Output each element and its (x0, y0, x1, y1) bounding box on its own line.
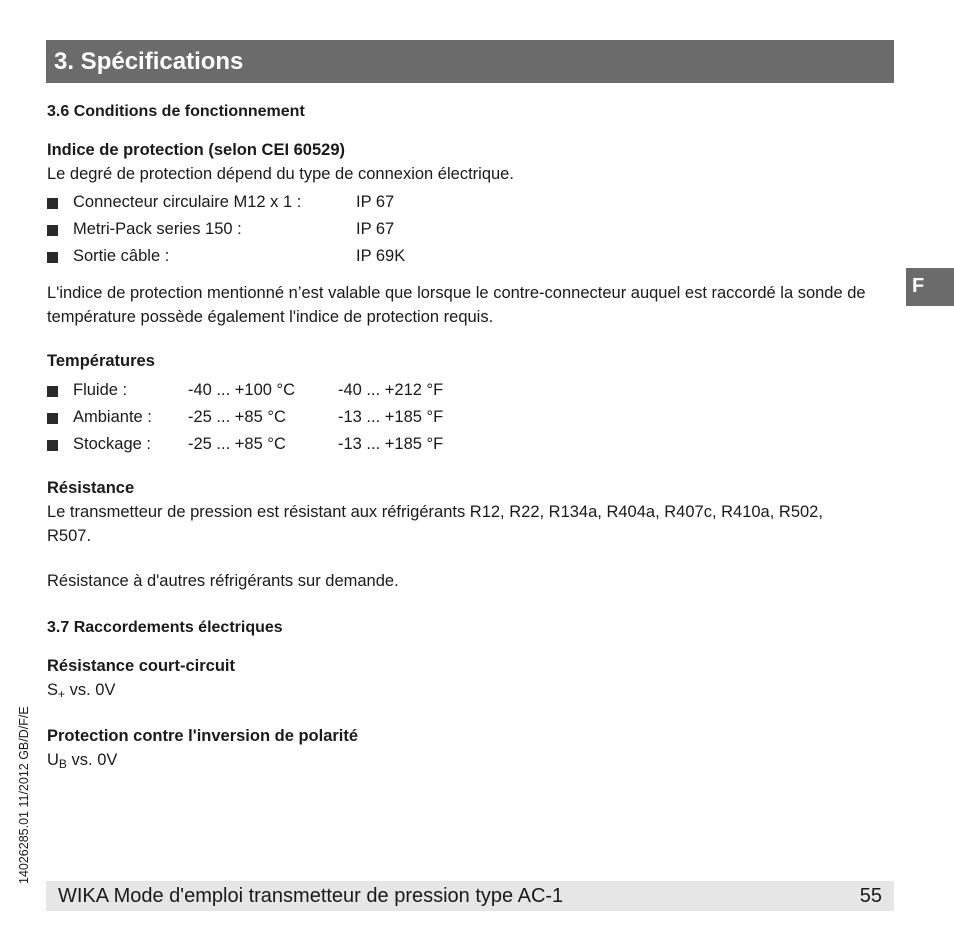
resistance-other: Résistance à d'autres réfrigérants sur demande. (47, 572, 399, 590)
footer-title: WIKA Mode d'emploi transmetteur de pression type AC-1 (58, 885, 564, 907)
protection-item-value: IP 67 (356, 220, 395, 238)
temperature-celsius: -25 ... +85 °C (188, 435, 286, 453)
short-circuit-heading: Résistance court-circuit (47, 657, 235, 675)
short-circuit-value (47, 681, 115, 701)
polarity-text: vs. 0V (66, 751, 118, 769)
page-number: 55 (859, 885, 882, 907)
protection-intro: Le degré de protection dépend du type de connexion électrique. (47, 165, 514, 183)
bullet-square-icon (47, 440, 58, 451)
section-heading-3-7: 3.7 Raccordements électriques (47, 619, 283, 636)
resistance-text: Le transmetteur de pression est résistant aux réfrigérants R12, R22, R134a, R404a, R407c, R410a, R502, R507. (47, 503, 823, 545)
protection-item-label: Connecteur circulaire M12 x 1 : (73, 193, 302, 211)
protection-item-value: IP 69K (356, 247, 406, 265)
temperature-celsius: -40 ... +100 °C (188, 381, 296, 399)
temperature-label: Fluide : (73, 381, 128, 399)
temperature-label: Stockage : (73, 435, 151, 453)
polarity-heading: Protection contre l'inversion de polarité (47, 727, 359, 745)
temperature-celsius: -25 ... +85 °C (188, 408, 286, 426)
short-circuit-subscript: + (58, 687, 66, 701)
bullet-square-icon (47, 413, 58, 424)
temperature-label: Ambiante : (73, 408, 152, 426)
protection-item-value: IP 67 (356, 193, 395, 211)
temperature-fahrenheit: -13 ... +185 °F (338, 435, 444, 453)
protection-note: L'indice de protection mentionné n’est valable que lorsque le contre-connecteur auquel est raccordé la sonde de température possède également l'indice de protection requis. (47, 284, 866, 326)
temperature-fahrenheit: -40 ... +212 °F (338, 381, 444, 399)
temperature-fahrenheit: -13 ... +185 °F (338, 408, 444, 426)
page-title: 3. Spécifications (46, 40, 894, 83)
bullet-square-icon (47, 225, 58, 236)
short-circuit-symbol: S (47, 681, 59, 699)
protection-item-label: Metri-Pack series 150 : (73, 220, 242, 238)
language-tab: F (906, 268, 954, 306)
short-circuit-text: vs. 0V (65, 681, 116, 699)
polarity-value (47, 751, 117, 771)
temperatures-heading: Températures (47, 352, 155, 370)
bullet-square-icon (47, 386, 58, 397)
protection-heading: Indice de protection (selon CEI 60529) (47, 141, 345, 159)
document-code: 14026285.01 11/2012 GB/D/F/E (17, 706, 31, 884)
footer (46, 881, 894, 911)
section-heading-3-6: 3.6 Conditions de fonctionnement (47, 103, 305, 120)
protection-item-label: Sortie câble : (73, 247, 170, 265)
polarity-symbol: U (47, 751, 59, 769)
resistance-heading: Résistance (47, 479, 135, 497)
bullet-square-icon (47, 252, 58, 263)
polarity-subscript: B (58, 757, 67, 771)
bullet-square-icon (47, 198, 58, 209)
